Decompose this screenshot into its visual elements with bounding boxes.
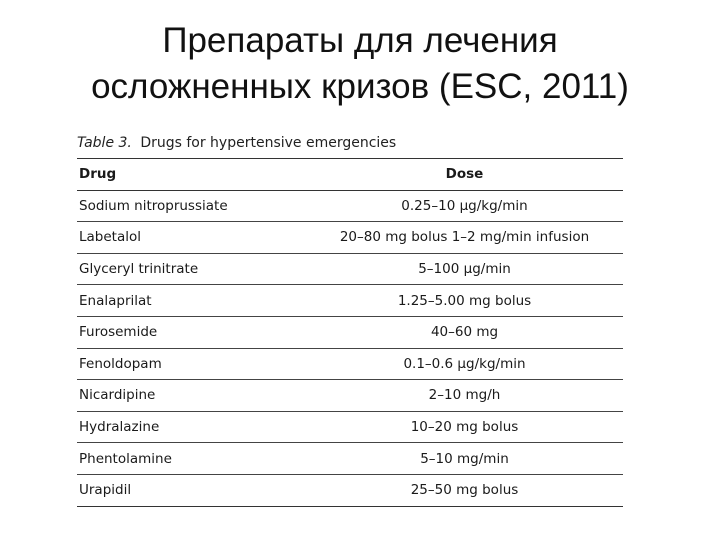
drug-cell: Fenoldopam xyxy=(77,348,306,380)
table-caption xyxy=(77,132,623,158)
dose-cell: 5–100 μg/min xyxy=(306,253,623,285)
dose-cell: 10–20 mg bolus xyxy=(306,411,623,443)
slide-title-line-1: Препараты для лечения xyxy=(162,21,558,60)
table-row xyxy=(77,285,623,317)
table-row xyxy=(77,348,623,380)
table-header-row xyxy=(77,159,623,191)
column-header-dose: Dose xyxy=(306,159,623,191)
column-header-drug: Drug xyxy=(77,159,306,191)
dose-cell: 1.25–5.00 mg bolus xyxy=(306,285,623,317)
dose-cell: 25–50 mg bolus xyxy=(306,474,623,506)
table-row xyxy=(77,222,623,254)
table-row xyxy=(77,474,623,506)
dose-cell: 2–10 mg/h xyxy=(306,380,623,412)
drug-cell: Phentolamine xyxy=(77,443,306,475)
dose-cell: 20–80 mg bolus 1–2 mg/min infusion xyxy=(306,222,623,254)
table-caption-text: Drugs for hypertensive emergencies xyxy=(140,135,397,151)
drug-cell: Glyceryl trinitrate xyxy=(77,253,306,285)
drug-cell: Urapidil xyxy=(77,474,306,506)
drug-cell: Hydralazine xyxy=(77,411,306,443)
table-row xyxy=(77,316,623,348)
drug-cell: Furosemide xyxy=(77,316,306,348)
table-row xyxy=(77,380,623,412)
table-row xyxy=(77,253,623,285)
dose-cell: 40–60 mg xyxy=(306,316,623,348)
drug-table-block xyxy=(77,132,623,507)
dose-cell: 0.25–10 μg/kg/min xyxy=(306,190,623,222)
drug-cell: Enalaprilat xyxy=(77,285,306,317)
dose-cell: 5–10 mg/min xyxy=(306,443,623,475)
table-row xyxy=(77,443,623,475)
drugs-table xyxy=(77,158,623,507)
table-row xyxy=(77,411,623,443)
table-caption-label: Table 3. xyxy=(77,135,132,151)
slide-title xyxy=(0,18,720,110)
table-row xyxy=(77,190,623,222)
drug-cell: Labetalol xyxy=(77,222,306,254)
drug-cell: Nicardipine xyxy=(77,380,306,412)
slide-title-line-2: осложненных кризов (ESC, 2011) xyxy=(91,67,629,106)
drug-cell: Sodium nitroprussiate xyxy=(77,190,306,222)
dose-cell: 0.1–0.6 μg/kg/min xyxy=(306,348,623,380)
